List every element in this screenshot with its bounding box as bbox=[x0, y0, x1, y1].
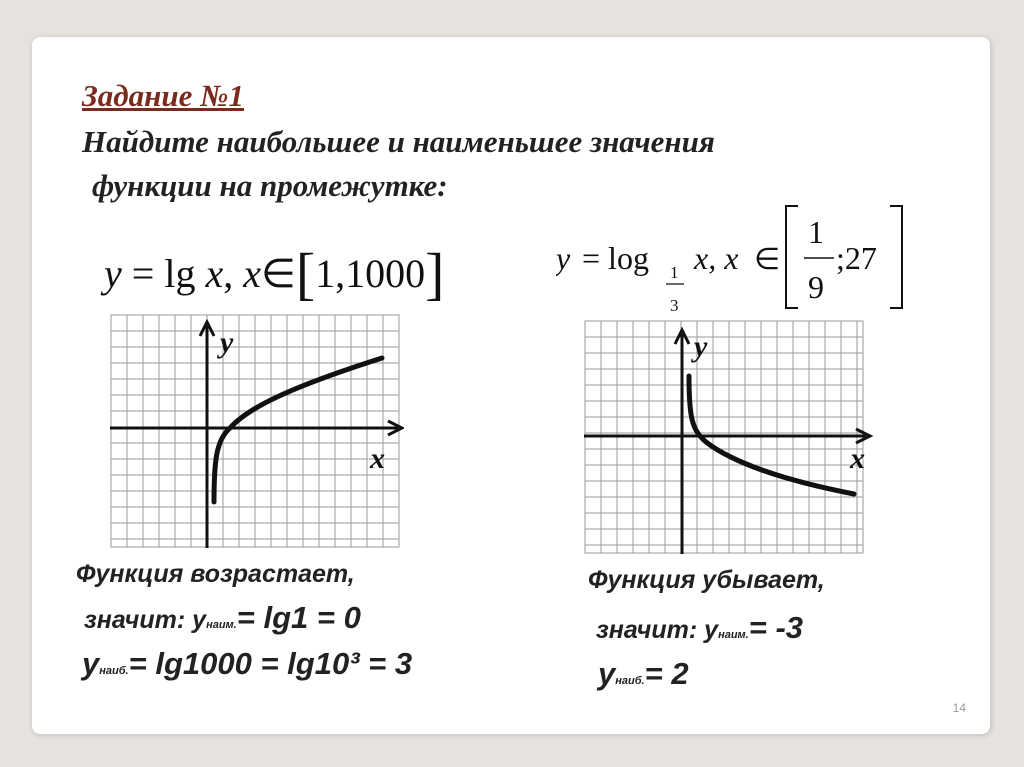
task-line-1: Найдите наибольшее и наименьшее значения bbox=[82, 124, 715, 159]
caption-right-min-sub: наим. bbox=[718, 629, 749, 641]
caption-left-prefix: значит: y bbox=[84, 606, 207, 634]
formula-right-frac-den: 9 bbox=[808, 269, 824, 305]
caption-right-min bbox=[596, 610, 803, 646]
y-axis-right-label: y bbox=[694, 330, 708, 363]
formula-left-bracket-open: [ bbox=[295, 241, 316, 306]
x-axis-right-label: x bbox=[850, 442, 865, 475]
formula-right-base-den: 3 bbox=[670, 296, 679, 315]
formula-left-comma: , bbox=[223, 251, 244, 296]
caption-left-max-sub: наиб. bbox=[99, 665, 129, 677]
formula-right-frac-num: 1 bbox=[808, 214, 824, 250]
formula-right-x: x, x bbox=[694, 240, 739, 276]
task-title: Задание №1 bbox=[82, 78, 244, 113]
formula-left-in: ∈ bbox=[260, 251, 296, 296]
formula-right bbox=[556, 200, 916, 320]
formula-right-bracket-open bbox=[786, 206, 798, 308]
formula-left-eq: = lg bbox=[121, 251, 206, 296]
y-axis-left-label: y bbox=[220, 326, 234, 359]
caption-left-max-value: = lg1000 = lg10³ = 3 bbox=[128, 646, 413, 681]
task-text bbox=[82, 120, 922, 208]
formula-left-x1: x bbox=[205, 251, 224, 296]
caption-right-max-y: y bbox=[598, 656, 616, 691]
graph-increasing bbox=[108, 312, 404, 552]
formula-left bbox=[104, 240, 444, 307]
x-axis-left-label: x bbox=[370, 442, 385, 475]
formula-left-x2: x bbox=[243, 251, 261, 296]
formula-right-y: y bbox=[556, 240, 571, 276]
grid-left bbox=[111, 315, 399, 547]
caption-left-max bbox=[82, 646, 412, 682]
formula-left-bracket-close: ] bbox=[425, 241, 445, 306]
caption-right-min-value: = -3 bbox=[748, 610, 804, 645]
page-number: 14 bbox=[952, 701, 966, 715]
formula-right-base-num: 1 bbox=[670, 263, 679, 282]
task-line-2: функции на промежутке: bbox=[92, 168, 448, 203]
formula-left-y: y bbox=[104, 251, 122, 296]
formula-right-log: = log bbox=[582, 240, 649, 276]
caption-right-max-value: = 2 bbox=[644, 656, 689, 691]
formula-right-bracket-close bbox=[890, 206, 902, 308]
caption-left-min bbox=[84, 600, 361, 636]
caption-left-min-value: = lg1 = 0 bbox=[236, 600, 361, 635]
caption-right-line1: Функция убывает, bbox=[588, 566, 825, 594]
caption-right-max-sub: наиб. bbox=[615, 675, 645, 687]
formula-right-in: ∈ bbox=[754, 243, 781, 276]
formula-right-rest: ;27 bbox=[836, 240, 877, 276]
graph-decreasing bbox=[582, 318, 878, 558]
caption-right-prefix: значит: y bbox=[596, 616, 719, 644]
caption-left-max-y: y bbox=[82, 646, 100, 681]
caption-left-line1: Функция возрастает, bbox=[76, 560, 355, 588]
caption-left-min-sub: наим. bbox=[206, 619, 237, 631]
formula-left-interval: 1,1000 bbox=[315, 251, 426, 296]
caption-right-max bbox=[598, 656, 689, 692]
